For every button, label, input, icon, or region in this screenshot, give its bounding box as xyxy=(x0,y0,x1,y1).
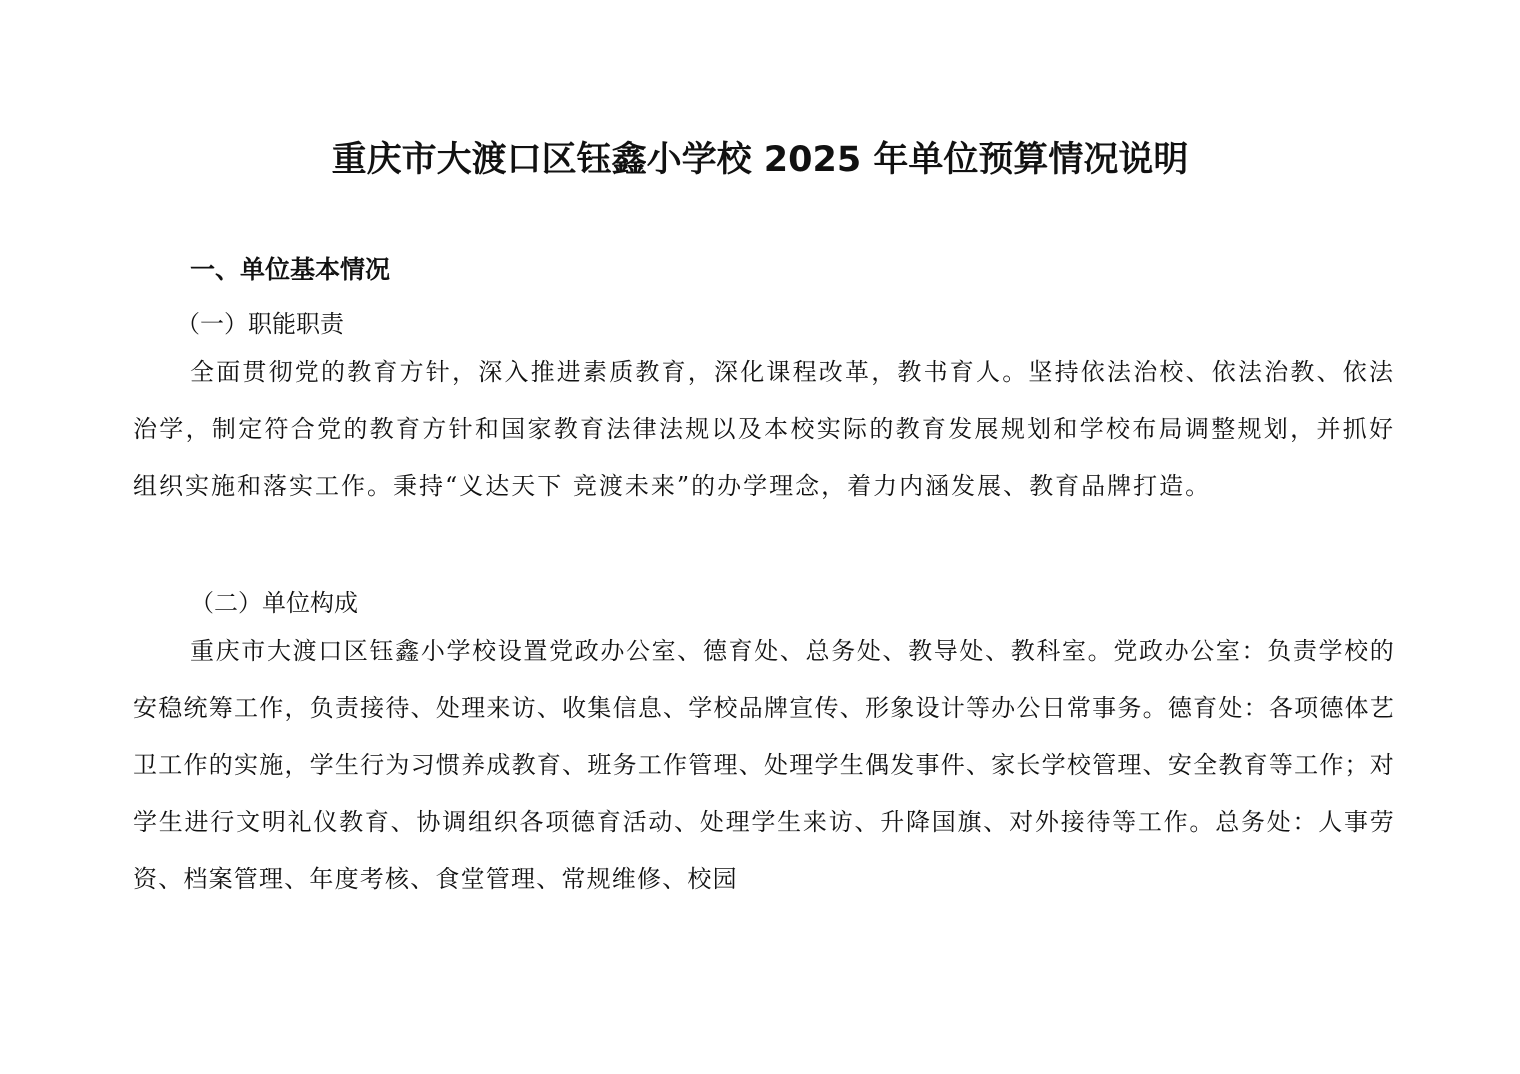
paragraph-composition: 重庆市大渡口区钰鑫小学校设置党政办公室、德育处、总务处、教导处、教科室。党政办公室：负责学校的安稳统筹工作，负责接待、处理来访、收集信息、学校品牌宣传、形象设计等办公日常事务。德育处：各项德体艺卫工作的实施，学生行为习惯养成教育、班务工作管理、处理学生偶发事件、家长学校管理、安全教育等工作；对学生进行文明礼仪教育、协调组织各项德育活动、处理学生来访、升降国旗、对外接待等工作。总务处：人事劳资、档案管理、年度考核、食堂管理、常规维修、校园 xyxy=(133,637,1395,893)
subsection-heading-duties: （一）职能职责 xyxy=(176,310,344,338)
section-heading-basic-info: 一、单位基本情况 xyxy=(190,255,391,284)
paragraph-duties: 全面贯彻党的教育方针，深入推进素质教育，深化课程改革，教书育人。坚持依法治校、依法治教、依法治学，制定符合党的教育方针和国家教育法律法规以及本校实际的教育发展规划和学校布局调整规划，并抓好组织实施和落实工作。秉持“义达天下 竞渡未来”的办学理念，着力内涵发展、教育品牌打造。 xyxy=(133,358,1395,500)
subsection-heading-composition: （二）单位构成 xyxy=(190,589,358,617)
document-title: 重庆市大渡口区钰鑫小学校 2025 年单位预算情况说明 xyxy=(331,140,1189,180)
